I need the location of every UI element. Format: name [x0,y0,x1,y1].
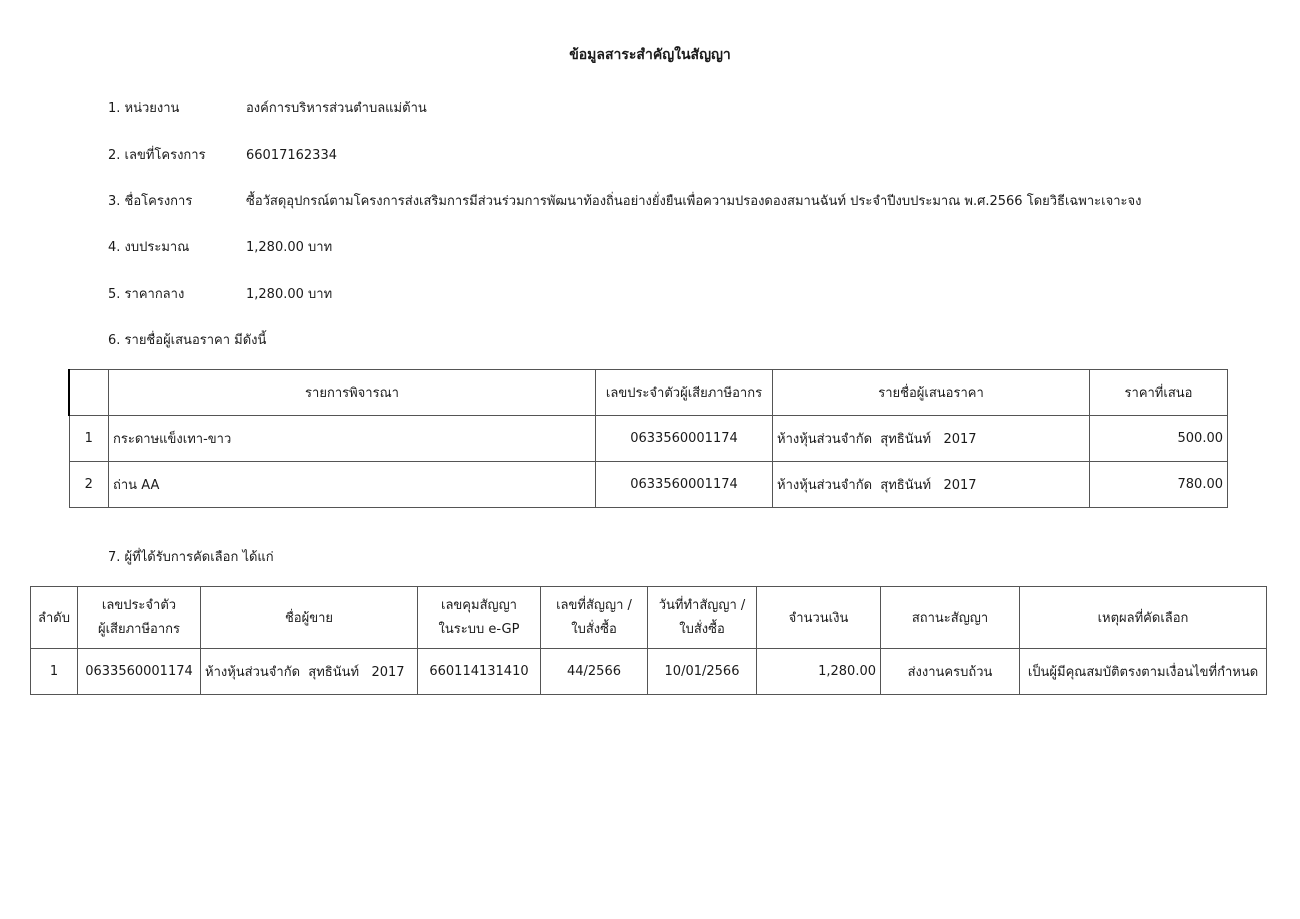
selected-header-tax-id [78,587,201,649]
offer-index: 2 [69,462,109,508]
selected-section-label: 7. ผู้ที่ได้รับการคัดเลือก ได้แก่ [108,550,274,565]
field-budget-value: 1,280.00 บาท [246,240,333,255]
selected-header-control [418,587,541,649]
field-project-number [108,144,337,165]
selected-header-contract-date-line2: ใบสั่งซื้อ [679,621,725,637]
offer-price: 780.00 [1090,462,1228,508]
field-project-number-value: 66017162334 [246,148,337,163]
selected-header-contract-no-line2: ใบสั่งซื้อ [571,621,617,637]
selected-header-contract-date-line1: วันที่ทำสัญญา / [658,597,746,613]
selected-tax-id: 0633560001174 [78,649,201,695]
offer-tax-id: 0633560001174 [596,462,773,508]
selected-header-tax-id-line1: เลขประจำตัว [101,597,177,613]
selected-header-row [31,587,1267,649]
field-reference-price [108,283,332,304]
offers-section-label: 6. รายชื่อผู้เสนอราคา มีดังนี้ [108,333,267,348]
offer-item: ถ่าน AA [109,462,596,508]
field-agency [108,97,427,118]
selected-header-tax-id-line2: ผู้เสียภาษีอากร [97,621,180,637]
selected-header-contract-date [648,587,757,649]
offer-tax-id: 0633560001174 [596,416,773,462]
field-project-name-label: 3. ชื่อโครงการ [108,194,193,209]
offers-table [68,369,1228,508]
field-agency-label: 1. หน่วยงาน [108,101,180,116]
selected-amount: 1,280.00 [757,649,881,695]
selected-contract-no: 44/2566 [541,649,648,695]
selected-header-contract-no [541,587,648,649]
selected-header-control-line1: เลขคุมสัญญา [441,597,517,613]
selected-header-control-line2: ในระบบ e-GP [438,621,520,637]
offers-header-tax-id: เลขประจำตัวผู้เสียภาษีอากร [596,370,773,416]
field-reference-price-value: 1,280.00 บาท [246,287,333,302]
selected-seq: 1 [31,649,78,695]
field-project-name [108,190,1141,211]
offers-header-item: รายการพิจารณา [109,370,596,416]
selected-header-seller: ชื่อผู้ขาย [201,587,418,649]
field-reference-price-label: 5. ราคากลาง [108,287,185,302]
offer-index: 1 [69,416,109,462]
offers-header-index [69,370,109,416]
field-project-name-value: ซื้อวัสดุอุปกรณ์ตามโครงการส่งเสริมการมีส่วนร่วมการพัฒนาท้องถิ่นอย่างยั่งยืนเพื่อความปรองดองสมานฉันท์ ประจำปีงบประมาณ พ.ศ.2566 โดยวิธีเฉพาะเจาะจง [246,194,1142,209]
field-budget [108,236,332,257]
offer-bidder: ห้างหุ้นส่วนจำกัด สุทธินันท์ 2017 [773,416,1090,462]
field-agency-value: องค์การบริหารส่วนตำบลแม่ต้าน [246,101,427,116]
selected-header-status: สถานะสัญญา [881,587,1020,649]
selected-status: ส่งงานครบถ้วน [881,649,1020,695]
offers-header-row [69,370,1228,416]
selected-header-amount: จำนวนเงิน [757,587,881,649]
offer-price: 500.00 [1090,416,1228,462]
table-row [69,462,1228,508]
document-title: ข้อมูลสาระสำคัญในสัญญา [569,47,731,63]
selected-header-contract-no-line1: เลขที่สัญญา / [556,597,632,613]
table-row [31,649,1267,695]
field-budget-label: 4. งบประมาณ [108,240,190,255]
table-row [69,416,1228,462]
offers-header-bidder: รายชื่อผู้เสนอราคา [773,370,1090,416]
selected-table [30,586,1267,695]
offers-header-price: ราคาที่เสนอ [1090,370,1228,416]
selected-reason: เป็นผู้มีคุณสมบัติตรงตามเงื่อนไขที่กำหนด [1020,649,1267,695]
selected-contract-date: 10/01/2566 [648,649,757,695]
selected-control-no: 660114131410 [418,649,541,695]
field-project-number-label: 2. เลขที่โครงการ [108,148,206,163]
selected-header-reason: เหตุผลที่คัดเลือก [1020,587,1267,649]
selected-seller: ห้างหุ้นส่วนจำกัด สุทธินันท์ 2017 [201,649,418,695]
offer-item: กระดาษแข็งเทา-ขาว [109,416,596,462]
offer-bidder: ห้างหุ้นส่วนจำกัด สุทธินันท์ 2017 [773,462,1090,508]
selected-header-seq: ลำดับ [31,587,78,649]
